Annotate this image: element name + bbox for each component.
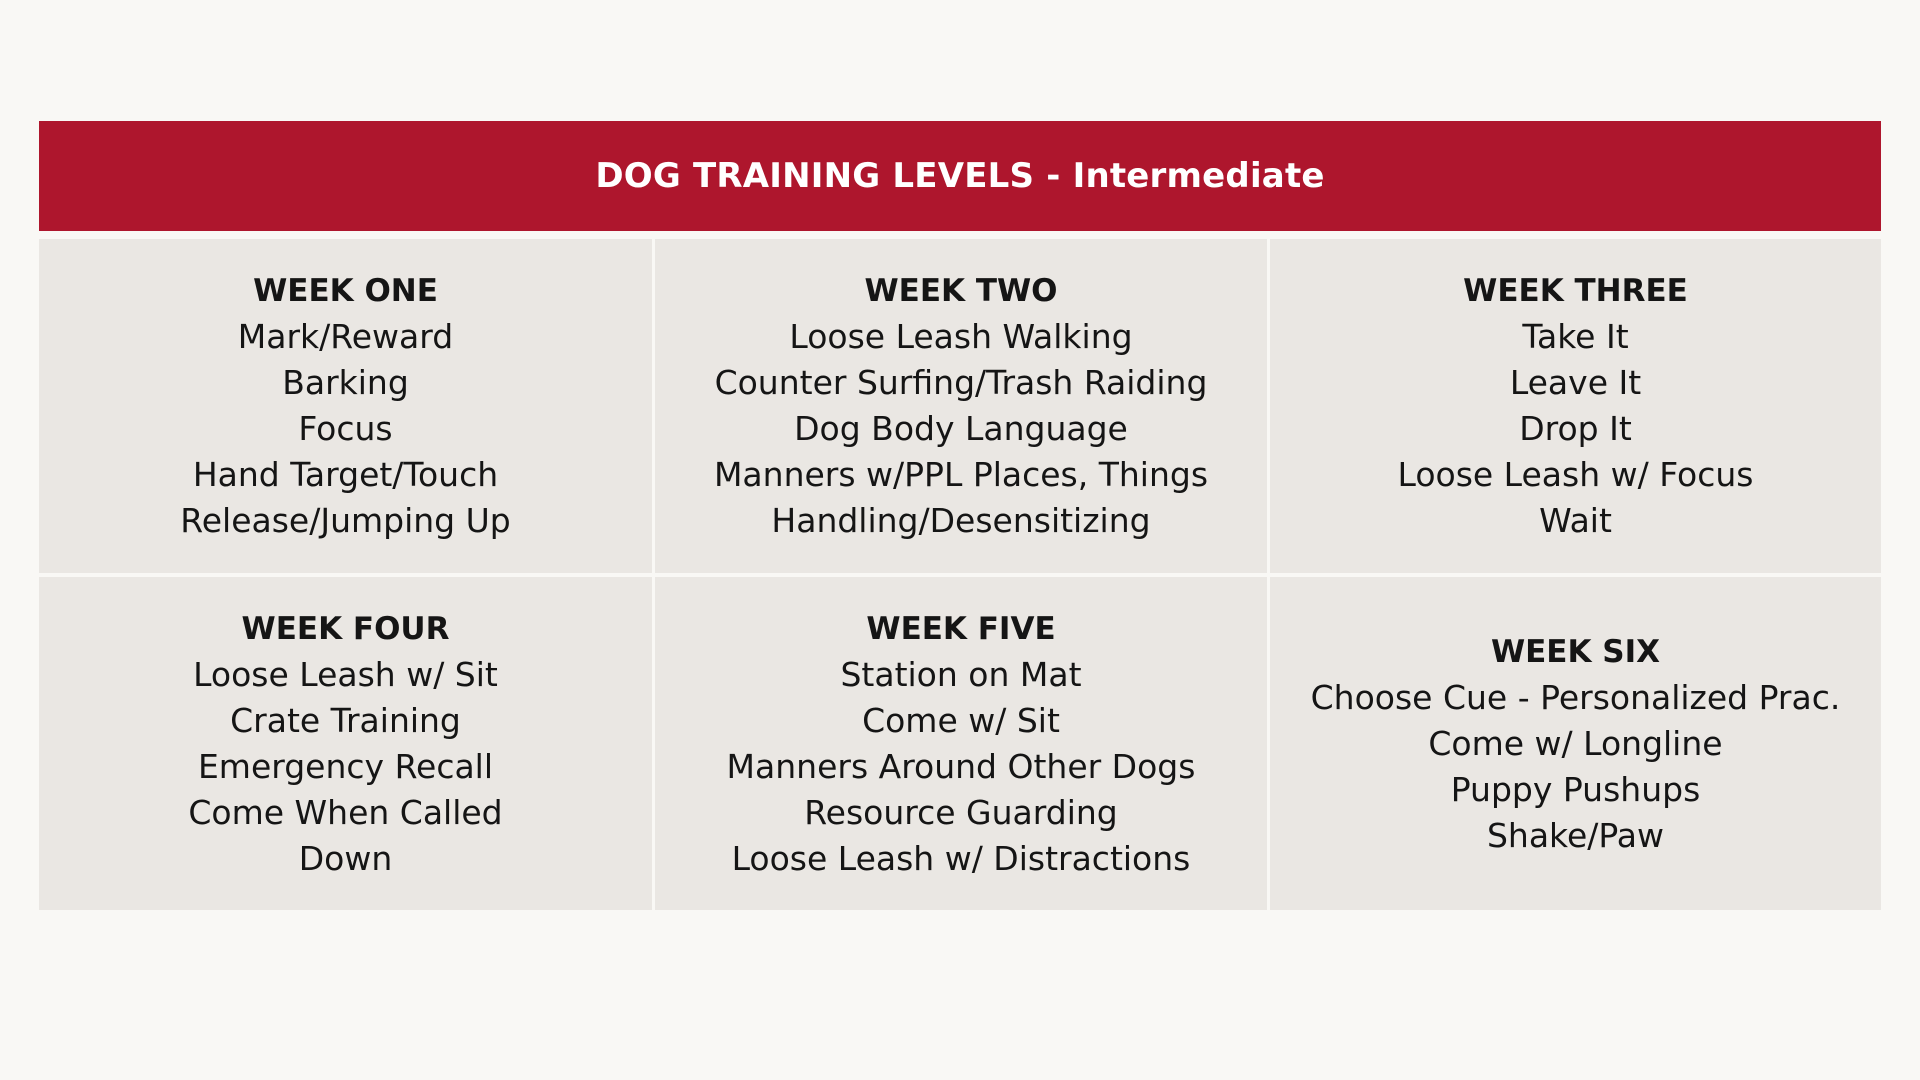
- week-item: Come w/ Longline: [1428, 723, 1723, 763]
- week-item: Focus: [298, 409, 393, 448]
- week-items-list: [188, 652, 502, 882]
- table-title: DOG TRAINING LEVELS - Intermediate: [595, 156, 1325, 196]
- week-item: Drop It: [1519, 409, 1632, 448]
- week-title: WEEK ONE: [253, 273, 438, 309]
- table-header: [39, 121, 1881, 231]
- week-item: Loose Leash w/ Sit: [193, 654, 498, 694]
- week-item: Mark/Reward: [237, 317, 454, 356]
- training-levels-table: [39, 121, 1881, 910]
- week-title: WEEK TWO: [864, 273, 1058, 309]
- week-item: Counter Surfing/Trash Raiding: [714, 363, 1208, 402]
- week-title: WEEK FOUR: [241, 610, 450, 647]
- week-item: Station on Mat: [840, 654, 1082, 694]
- week-items-list: [727, 652, 1196, 882]
- week-item: Crate Training: [230, 700, 461, 740]
- week-item: Puppy Pushups: [1450, 769, 1701, 809]
- week-item: Loose Leash w/ Distractions: [731, 838, 1191, 878]
- week-title: WEEK THREE: [1463, 273, 1688, 309]
- week-item: Leave It: [1509, 363, 1642, 402]
- week-cell: [655, 239, 1267, 573]
- week-items-list: [1398, 314, 1754, 544]
- weeks-grid: [39, 239, 1881, 910]
- week-cell: [39, 239, 652, 573]
- week-item: Handling/Desensitizing: [771, 501, 1151, 540]
- week-cell: [1270, 239, 1881, 573]
- week-cell: [1270, 577, 1881, 910]
- week-item: Come w/ Sit: [862, 700, 1060, 740]
- week-item: Come When Called: [188, 792, 503, 832]
- week-item: Barking: [282, 363, 409, 402]
- week-item: Resource Guarding: [804, 792, 1118, 832]
- week-item: Take It: [1522, 317, 1629, 356]
- week-item: Dog Body Language: [794, 409, 1128, 448]
- week-items-list: [1311, 675, 1841, 859]
- week-item: Release/Jumping Up: [180, 501, 511, 540]
- week-items-list: [180, 314, 510, 544]
- week-title: WEEK FIVE: [866, 610, 1056, 647]
- week-items-list: [714, 314, 1208, 544]
- week-item: Down: [298, 838, 393, 878]
- week-item: Choose Cue - Personalized Prac.: [1310, 677, 1841, 717]
- week-item: Emergency Recall: [197, 746, 494, 786]
- week-item: Shake/Paw: [1486, 815, 1665, 855]
- week-cell: [39, 577, 652, 910]
- week-title: WEEK SIX: [1490, 633, 1661, 670]
- week-item: Manners w/PPL Places, Things: [713, 455, 1209, 494]
- week-cell: [655, 577, 1267, 910]
- week-item: Loose Leash Walking: [789, 317, 1133, 356]
- week-item: Hand Target/Touch: [192, 455, 499, 494]
- week-item: Loose Leash w/ Focus: [1397, 455, 1754, 494]
- week-item: Wait: [1539, 501, 1612, 540]
- week-item: Manners Around Other Dogs: [726, 746, 1196, 786]
